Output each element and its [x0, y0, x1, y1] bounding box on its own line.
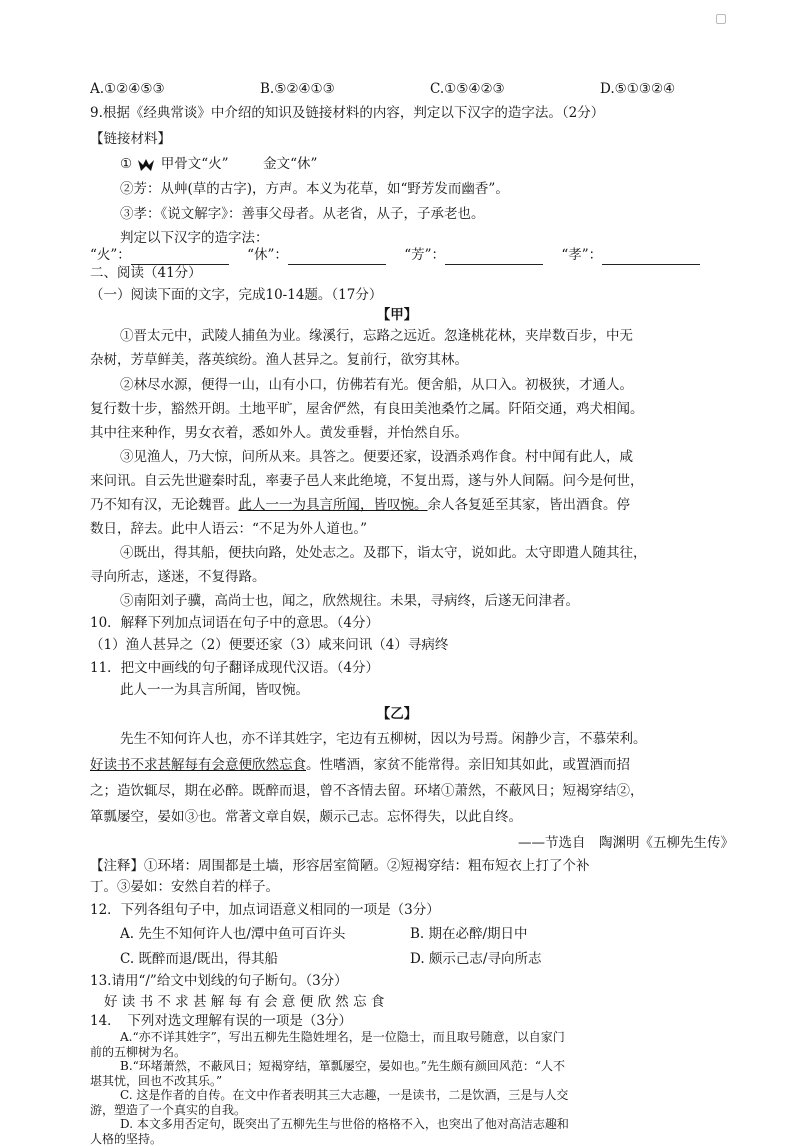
yi-title: 【乙】: [376, 706, 418, 722]
jia-line-6: ③见渔人，乃大惊，问所从来。具答之。便要还家，设酒杀鸡作食。村中闻有此人，咸: [120, 449, 633, 465]
oracle-fire-glyph-icon: [136, 157, 156, 173]
yi-source: ——节选自 陶渊明《五柳先生传》: [518, 835, 734, 851]
yi-line-2: [90, 756, 734, 775]
notes-line-1: 【注释】①环堵：周围都是土墙，形容居室简陋。②短褐穿结：粗布短衣上打了个补: [90, 858, 590, 874]
q12-options-row-1: [120, 925, 734, 944]
jia-line-3: ②林尽水源，便得一山，山有小口，仿佛若有光。便舍船，从口入。初极狭，才通人。: [120, 377, 633, 393]
reading-part-1: （一）阅读下面的文字，完成10-14题。（17分）: [90, 287, 383, 303]
q8-option-b[interactable]: B.⑤②④①③: [260, 81, 335, 97]
blank-label-xiao: “孝”：: [561, 247, 603, 263]
q10-items: （1）渔人甚异之（2）便要还家（3）咸来问讯（4）寻病终: [90, 637, 449, 653]
link-header: 【链接材料】: [90, 131, 171, 147]
jia-line-8: [90, 496, 734, 515]
q14-option-c-line-1[interactable]: C. 这是作者的自传。在文中作者表明其三大志趣，一是读书，二是饮酒，三是与人交: [120, 1088, 569, 1102]
q13-stem: 13.请用“/”给文中划线的句子断句。（3分）: [90, 973, 348, 989]
q14-option-a-line-1[interactable]: A.“亦不详其姓字”，写出五柳先生隐姓埋名，是一位隐士，而且取号随意，以自家门: [120, 1030, 565, 1044]
q8-options: [90, 80, 734, 99]
jia-line-8-b: 余人各复延至其家，皆出酒食。停: [427, 497, 630, 513]
link-item-1: [120, 155, 734, 174]
yi-line-3: 之；造饮辄尽，期在必醉。既醉而退，曾不吝情去留。环堵①萧然，不蔽风日；短褐穿结②，: [90, 783, 644, 799]
q9-blanks: [90, 246, 734, 265]
q10-stem: 10．解释下列加点词语在句子中的意思。（4分）: [90, 615, 380, 631]
underlined-sentence: 此人一一为具言所闻，皆叹惋。: [238, 497, 428, 513]
blank-xiao[interactable]: [602, 250, 700, 265]
item1-b: 金文“休”: [263, 156, 318, 172]
q12-option-b[interactable]: B. 期在必醉/期日中: [410, 926, 528, 942]
q9-stem: 9.根据《经典常谈》中介绍的知识及链接材料的内容，判定以下汉字的造字法。（2分）: [90, 105, 605, 121]
q14-stem: 14． 下列对选文理解有误的一项是（3分）: [90, 1013, 353, 1029]
jia-line-7: 来问讯。自云先世避秦时乱，率妻子邑人来此绝境，不复出焉，遂与外人间隔。问今是何世，: [90, 473, 644, 489]
link-item-3: ③孝：《说文解字》：善事父母者。从老省，从子，子承老也。: [120, 206, 485, 222]
q13-sentence: 好 读 书 不 求 甚 解 每 有 会 意 便 欣 然 忘 食: [104, 994, 385, 1010]
yi-line-4: 箪瓢屡空，晏如③也。常著文章自娱，颇示己志。忘怀得失，以此自终。: [90, 809, 522, 825]
q14-option-b-line-2: 堪其忧，回也不改其乐。”: [90, 1073, 223, 1088]
blank-label-fire: “火”：: [90, 247, 131, 263]
q14-option-d-line-2: 人格的坚持。: [90, 1131, 163, 1146]
blank-fang[interactable]: [445, 250, 543, 265]
q14-option-c-line-2: 游，塑造了一个真实的自我。: [90, 1102, 247, 1117]
q14-option-a-line-2: 前的五柳树为名。: [90, 1044, 187, 1059]
jia-line-1: ①晋太元中，武陵人捕鱼为业。缘溪行，忘路之远近。忽逢桃花林，夹岸数百步，中无: [120, 328, 633, 344]
jia-line-8-a: 乃不知有汉，无论魏晋。: [90, 497, 239, 513]
yi-line-2-b: 。性嗜酒，家贫不能常得。亲旧知其如此，或置酒而招: [306, 757, 630, 773]
item1-prefix: ①: [120, 156, 133, 172]
q12-option-d[interactable]: D. 颇示己志/寻向所志: [410, 951, 542, 967]
q8-option-a[interactable]: A.①②④⑤③: [90, 81, 165, 97]
q12-option-a[interactable]: A. 先生不知何许人也/潭中鱼可百许头: [120, 926, 346, 942]
blank-rest[interactable]: [288, 250, 386, 265]
blank-label-rest: “休”：: [247, 247, 288, 263]
jia-line-4: 复行数十步，豁然开朗。土地平旷，屋舍俨然，有良田美池桑竹之属。阡陌交通，鸡犬相闻。: [90, 401, 644, 417]
q9-prompt: 判定以下汉字的造字法：: [120, 230, 269, 246]
item1-a: 甲骨文“火”: [160, 156, 229, 172]
jia-line-11: 寻向所志，遂迷，不复得路。: [90, 569, 266, 585]
q8-option-c[interactable]: C.①⑤④②③: [430, 81, 505, 97]
jia-line-5: 其中往来种作，男女衣着，悉如外人。黄发垂髫，并怡然自乐。: [90, 425, 468, 441]
jia-line-10: ④既出，得其船，便扶向路，处处志之。及郡下，诣太守，说如此。太守即遣人随其往，: [120, 545, 647, 561]
blank-label-fang: “芳”：: [404, 247, 446, 263]
q11-sentence: 此人一一为具言所闻，皆叹惋。: [120, 682, 309, 698]
q12-options-row-2: [120, 950, 734, 969]
jia-line-12: ⑤南阳刘子骥，高尚士也，闻之，欣然规往。未果，寻病终，后遂无问津者。: [120, 593, 579, 609]
corner-mark: [716, 14, 726, 24]
yi-line-1: 先生不知何许人也，亦不详其姓字，宅边有五柳树，因以为号焉。闲静少言，不慕荣利。: [120, 731, 647, 747]
link-item-2: ②芳：从艸(草的古字)，方声。本义为花草，如“野芳发而幽香”。: [120, 181, 509, 197]
jia-line-2: 杂树，芳草鲜美，落英缤纷。渔人甚异之。复前行，欲穷其林。: [90, 352, 468, 368]
jia-line-9: 数日，辞去。此中人语云：“不足为外人道也。”: [90, 521, 368, 537]
q14-option-d-line-1[interactable]: D. 本文多用否定句，既突出了五柳先生与世俗的格格不入，也突出了他对高洁志趣和: [120, 1117, 569, 1131]
q12-option-c[interactable]: C. 既醉而退/既出，得其船: [120, 951, 278, 967]
q8-option-d[interactable]: D.⑤①③②④: [600, 81, 676, 97]
q14-option-b-line-1[interactable]: B.“环堵萧然，不蔽风日；短褐穿结，箪瓢屡空，晏如也。”先生颇有颜回风范：“人不: [120, 1059, 566, 1073]
yi-underlined: 好读书不求甚解每有会意便欣然忘食: [90, 757, 306, 773]
jia-title: 【甲】: [376, 307, 418, 323]
q11-stem: 11．把文中画线的句子翻译成现代汉语。（4分）: [90, 660, 380, 676]
q12-stem: 12．下列各组句子中，加点词语意义相同的一项是（3分）: [90, 902, 440, 918]
reading-section-title: 二、阅读（41分）: [90, 265, 202, 281]
blank-fire[interactable]: [131, 250, 229, 265]
notes-line-2: 丁。③晏如：安然自若的样子。: [90, 879, 279, 895]
